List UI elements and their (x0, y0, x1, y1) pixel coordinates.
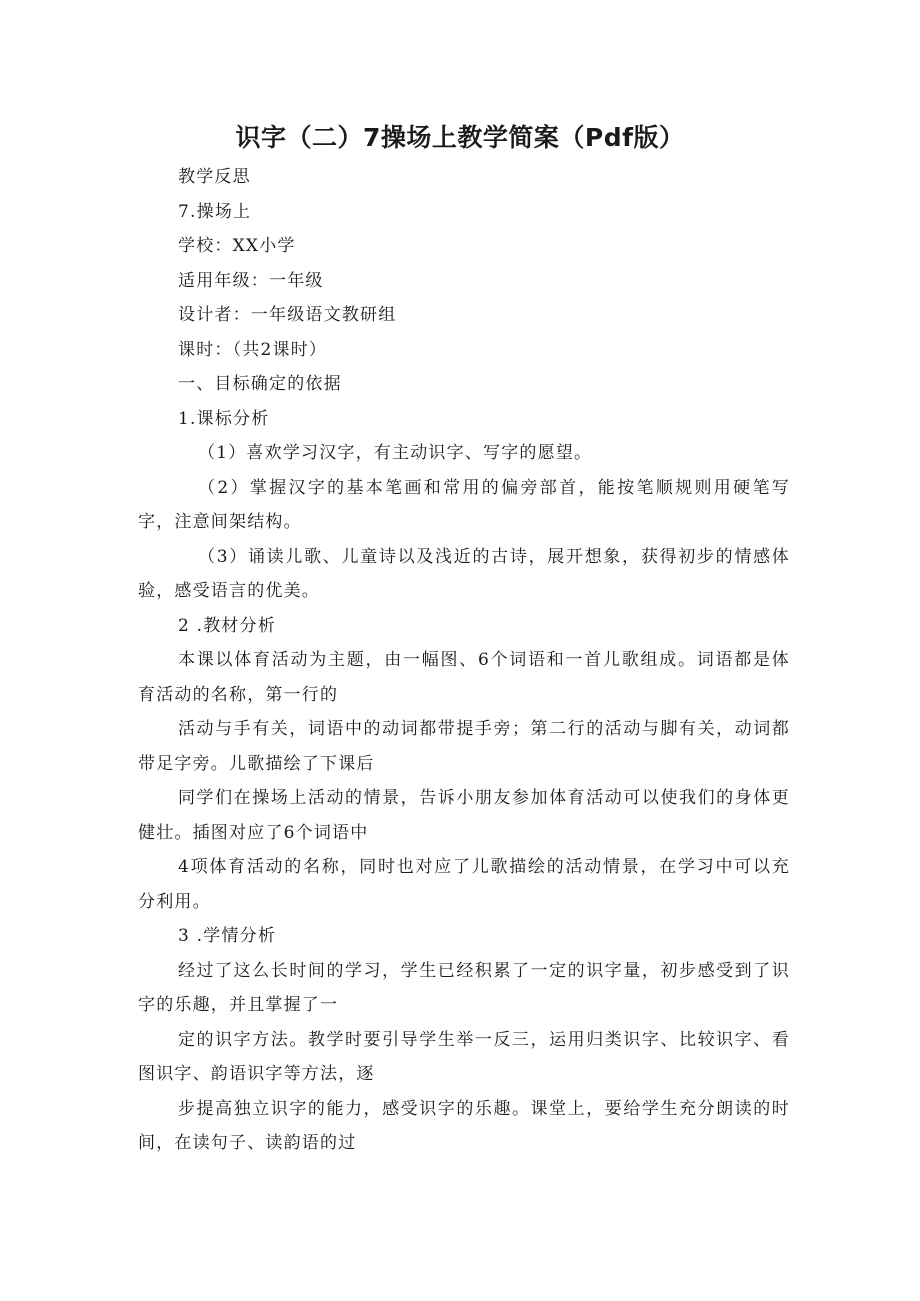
body-paragraph: 3 .学情分析 (178, 926, 277, 946)
body-paragraph: 2 .教材分析 (178, 615, 277, 636)
body-paragraph: 一、目标确定的依据 (178, 374, 342, 394)
body-paragraph: 步提高独立识字的能力，感受识字的乐趣。课堂上，要给学生充分朗读的时间，在读句子、读韵语的过 (138, 1098, 790, 1153)
body-paragraph: 活动与手有关，词语中的动词都带提手旁；第二行的活动与脚有关，动词都带足字旁。儿歌描绘了下课后 (138, 719, 790, 774)
body-paragraph: 同学们在操场上活动的情景，告诉小朋友参加体育活动可以使我们的身体更健壮。插图对应了6个词语中 (138, 788, 790, 843)
body-paragraph: （3）诵读儿歌、儿童诗以及浅近的古诗，展开想象，获得初步的情感体验，感受语言的优美。 (138, 546, 790, 601)
document-body (138, 160, 790, 1161)
body-paragraph: 设计者：一年级语文教研组 (178, 305, 397, 325)
body-paragraph: 4项体育活动的名称，同时也对应了儿歌描绘的活动情景，在学习中可以充分利用。 (138, 857, 790, 912)
body-paragraph: （1）喜欢学习汉字，有主动识字、写字的愿望。 (198, 443, 593, 463)
body-paragraph: 本课以体育活动为主题，由一幅图、6个词语和一首儿歌组成。词语都是体育活动的名称，第一行的 (138, 650, 790, 705)
body-paragraph: 适用年级：一年级 (178, 270, 324, 291)
body-paragraph: （2）掌握汉字的基本笔画和常用的偏旁部首，能按笔顺规则用硬笔写字，注意间架结构。 (138, 477, 790, 532)
body-paragraph: 经过了这么长时间的学习，学生已经积累了一定的识字量，初步感受到了识字的乐趣，并且掌握了一 (138, 960, 790, 1015)
body-paragraph: 学校：XX小学 (178, 236, 296, 256)
body-paragraph: 定的识字方法。教学时要引导学生举一反三，运用归类识字、比较识字、看图识字、韵语识字等方法，逐 (138, 1029, 790, 1084)
body-paragraph: 教学反思 (178, 167, 251, 187)
body-paragraph: 1.课标分析 (178, 408, 270, 429)
body-paragraph: 7.操场上 (178, 201, 252, 222)
document-title: 识字（二）7操场上教学简案（Pdf版） (235, 123, 685, 152)
body-paragraph: 课时：（共2课时） (178, 339, 328, 360)
